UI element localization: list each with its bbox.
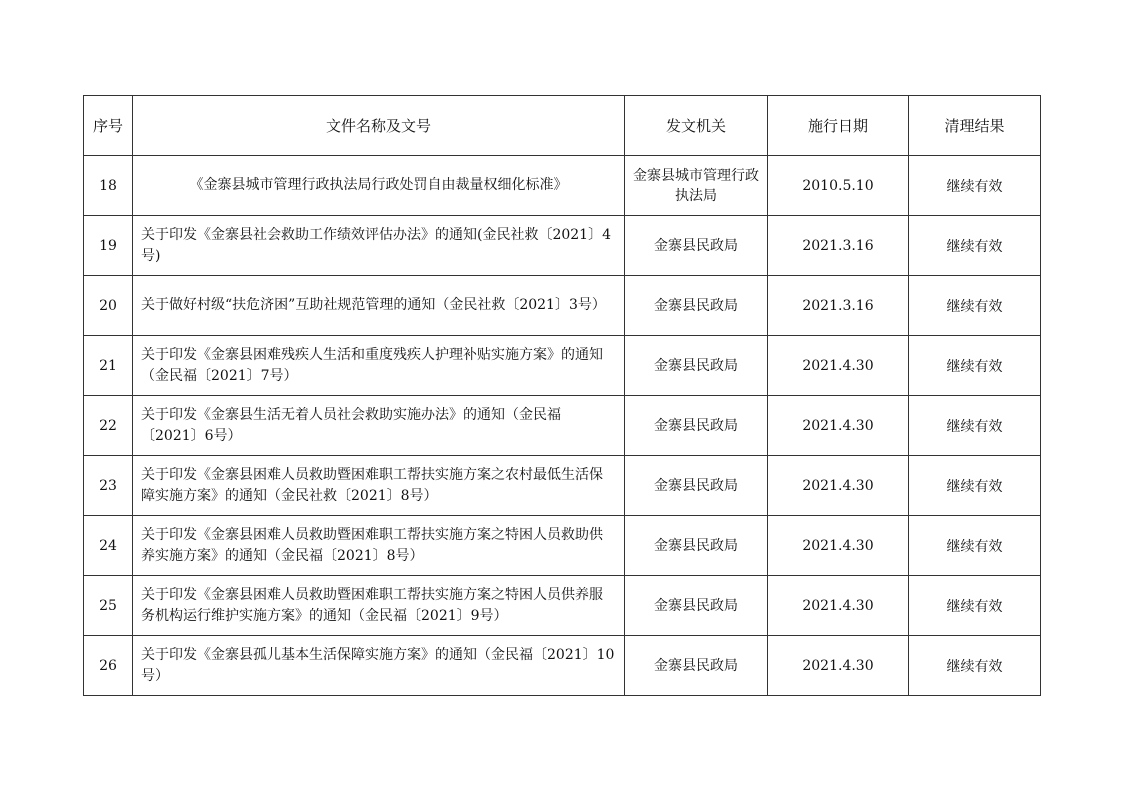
review-result-cell: 继续有效: [909, 636, 1041, 696]
header-effective-date: 施行日期: [768, 96, 909, 156]
document-name-cell: 关于印发《金寨县困难人员救助暨困难职工帮扶实施方案之农村最低生活保障实施方案》的通知（金民社救〔2021〕8号）: [133, 456, 625, 516]
review-result-cell: 继续有效: [909, 516, 1041, 576]
serial-no-cell: 25: [84, 576, 133, 636]
table-row: [84, 216, 1041, 276]
effective-date-cell: 2021.4.30: [768, 336, 909, 396]
effective-date-cell: 2021.4.30: [768, 396, 909, 456]
serial-no-cell: 20: [84, 276, 133, 336]
table-row: [84, 576, 1041, 636]
table-row: [84, 336, 1041, 396]
effective-date-cell: 2021.4.30: [768, 516, 909, 576]
document-name-cell: 关于印发《金寨县孤儿基本生活保障实施方案》的通知（金民福〔2021〕10号）: [133, 636, 625, 696]
issuing-authority-cell: 金寨县民政局: [625, 216, 768, 276]
document-table: [83, 95, 1041, 696]
effective-date-cell: 2021.4.30: [768, 636, 909, 696]
table-row: [84, 156, 1041, 216]
serial-no-cell: 23: [84, 456, 133, 516]
serial-no-cell: 22: [84, 396, 133, 456]
issuing-authority-cell: 金寨县民政局: [625, 456, 768, 516]
serial-no-cell: 24: [84, 516, 133, 576]
document-name-cell: 关于印发《金寨县社会救助工作绩效评估办法》的通知(金民社救〔2021〕4号): [133, 216, 625, 276]
effective-date-cell: 2021.3.16: [768, 216, 909, 276]
review-result-cell: 继续有效: [909, 216, 1041, 276]
review-result-cell: 继续有效: [909, 276, 1041, 336]
review-result-cell: 继续有效: [909, 456, 1041, 516]
document-name-cell: 关于印发《金寨县困难人员救助暨困难职工帮扶实施方案之特困人员供养服务机构运行维护实施方案》的通知（金民福〔2021〕9号）: [133, 576, 625, 636]
effective-date-cell: 2021.4.30: [768, 576, 909, 636]
issuing-authority-cell: 金寨县民政局: [625, 396, 768, 456]
table-row: [84, 636, 1041, 696]
issuing-authority-cell: 金寨县民政局: [625, 576, 768, 636]
review-result-cell: 继续有效: [909, 576, 1041, 636]
document-name-cell: 关于印发《金寨县困难人员救助暨困难职工帮扶实施方案之特困人员救助供养实施方案》的通知（金民福〔2021〕8号）: [133, 516, 625, 576]
serial-no-cell: 19: [84, 216, 133, 276]
serial-no-cell: 26: [84, 636, 133, 696]
review-result-cell: 继续有效: [909, 156, 1041, 216]
table-row: [84, 516, 1041, 576]
effective-date-cell: 2021.4.30: [768, 456, 909, 516]
review-result-cell: 继续有效: [909, 336, 1041, 396]
table-row: [84, 456, 1041, 516]
table-header-row: [84, 96, 1041, 156]
effective-date-cell: 2010.5.10: [768, 156, 909, 216]
document-name-cell: 关于做好村级“扶危济困”互助社规范管理的通知（金民社救〔2021〕3号）: [133, 276, 625, 336]
document-name-cell: 关于印发《金寨县困难残疾人生活和重度残疾人护理补贴实施方案》的通知（金民福〔2021〕7号）: [133, 336, 625, 396]
issuing-authority-cell: 金寨县民政局: [625, 336, 768, 396]
header-serial-no: 序号: [84, 96, 133, 156]
table-row: [84, 396, 1041, 456]
document-name-cell: 《金寨县城市管理行政执法局行政处罚自由裁量权细化标准》: [133, 156, 625, 216]
serial-no-cell: 21: [84, 336, 133, 396]
review-result-cell: 继续有效: [909, 396, 1041, 456]
document-name-cell: 关于印发《金寨县生活无着人员社会救助实施办法》的通知（金民福〔2021〕6号）: [133, 396, 625, 456]
issuing-authority-cell: 金寨县民政局: [625, 636, 768, 696]
issuing-authority-cell: 金寨县民政局: [625, 276, 768, 336]
header-document-name: 文件名称及文号: [133, 96, 625, 156]
issuing-authority-cell: 金寨县城市管理行政执法局: [625, 156, 768, 216]
header-issuing-authority: 发文机关: [625, 96, 768, 156]
header-review-result: 清理结果: [909, 96, 1041, 156]
effective-date-cell: 2021.3.16: [768, 276, 909, 336]
table-row: [84, 276, 1041, 336]
serial-no-cell: 18: [84, 156, 133, 216]
issuing-authority-cell: 金寨县民政局: [625, 516, 768, 576]
